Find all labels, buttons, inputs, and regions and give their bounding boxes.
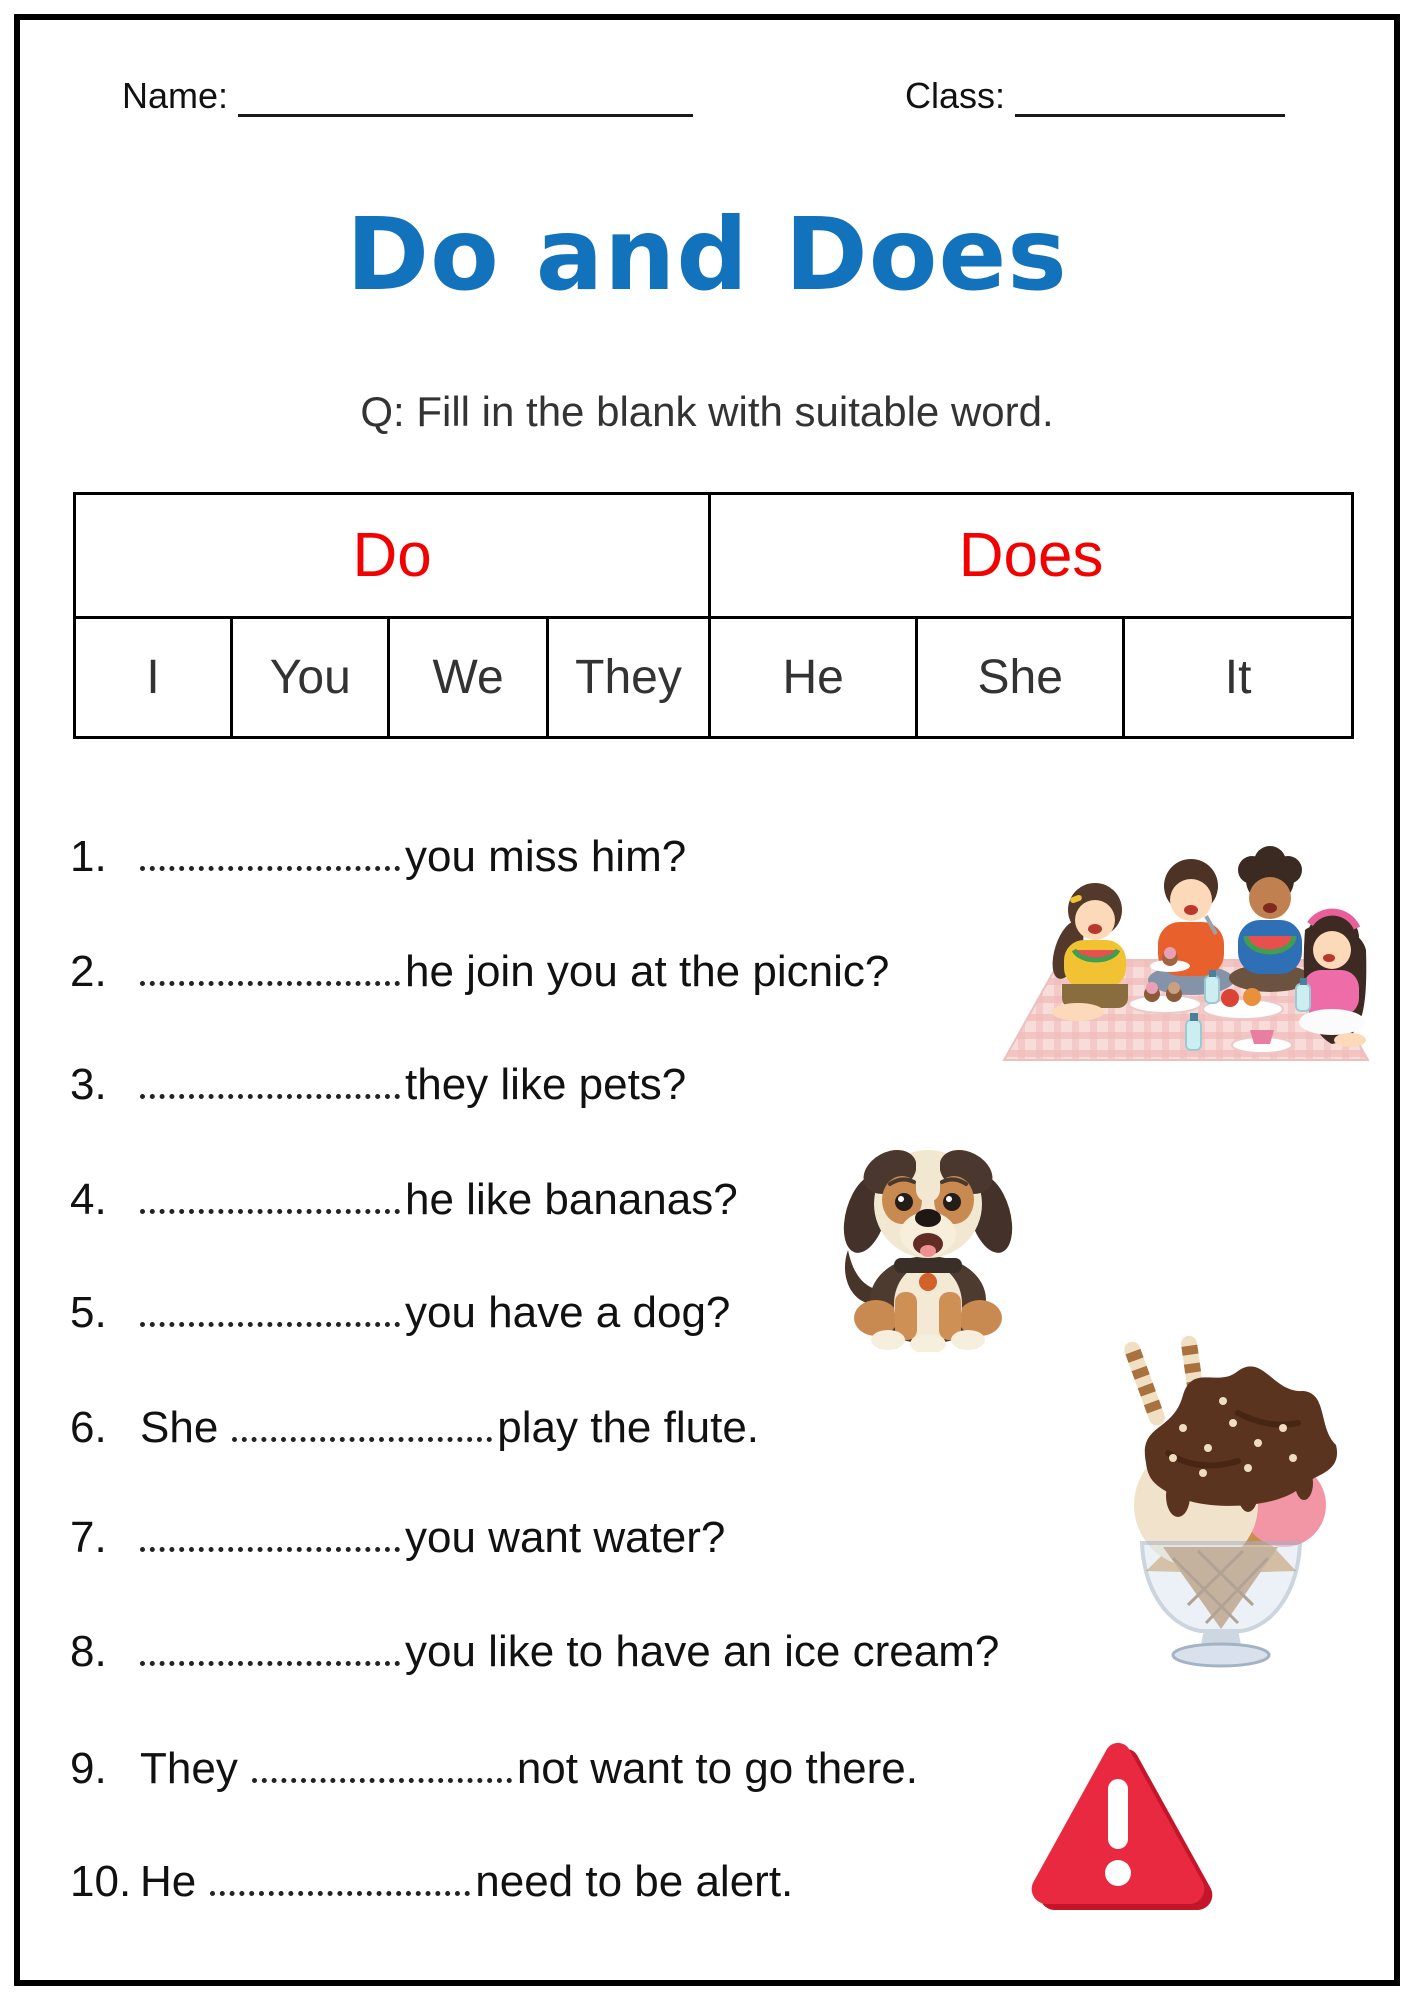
question-number: 3. (70, 1060, 107, 1109)
question-number: 2. (70, 947, 107, 996)
question-number: 6. (70, 1403, 107, 1452)
class-input-line[interactable] (1015, 72, 1285, 117)
pronoun-cell-i: I (75, 618, 232, 738)
pronoun-cell-they: They (547, 618, 709, 738)
wafer-stick (1122, 1340, 1167, 1428)
instruction-text: Q: Fill in the blank with suitable word. (360, 388, 1054, 435)
answer-blank[interactable] (232, 1427, 492, 1442)
answer-blank[interactable] (140, 1651, 400, 1666)
question-row-8 (70, 1627, 999, 1677)
question-prefix: They (140, 1744, 238, 1793)
answer-blank[interactable] (252, 1768, 512, 1783)
name-label: Name: (122, 75, 229, 116)
do-does-table (73, 492, 1354, 739)
answer-blank[interactable] (140, 971, 400, 986)
kid-blue-shirt (1229, 846, 1311, 992)
question-text: you have a dog? (405, 1288, 731, 1337)
question-number: 8. (70, 1627, 107, 1676)
answer-blank[interactable] (140, 1199, 400, 1214)
question-number: 9. (70, 1744, 107, 1793)
answer-blank[interactable] (140, 1084, 400, 1099)
question-row-1 (70, 832, 686, 882)
question-number: 4. (70, 1175, 107, 1224)
name-field (122, 72, 693, 117)
warning-triangle-icon (1012, 1723, 1224, 1915)
pronoun-cell-it: It (1124, 618, 1353, 738)
kid-pink-top (1299, 912, 1366, 1047)
question-row-2 (70, 947, 889, 997)
question-row-6 (70, 1403, 759, 1453)
pronoun-cell-he: He (710, 618, 917, 738)
kid-orange-shirt (1148, 859, 1234, 995)
question-text: you want water? (405, 1513, 726, 1562)
question-row-4 (70, 1175, 738, 1225)
question-number: 1. (70, 832, 107, 881)
question-number: 5. (70, 1288, 107, 1337)
question-text: need to be alert. (475, 1857, 794, 1906)
question-text: they like pets? (405, 1060, 687, 1109)
puppy-illustration (838, 1112, 1018, 1352)
class-field (905, 72, 1285, 117)
question-prefix: She (140, 1403, 219, 1452)
answer-blank[interactable] (140, 1537, 400, 1552)
pronoun-cell-you: You (232, 618, 389, 738)
question-number: 10. (70, 1857, 132, 1906)
does-header-cell: Does (710, 494, 1353, 618)
page-title: Do and Does (346, 196, 1068, 313)
question-row-5 (70, 1288, 730, 1338)
question-row-3 (70, 1060, 686, 1110)
question-row-10 (70, 1857, 793, 1907)
question-text: not want to go there. (516, 1744, 918, 1793)
answer-blank[interactable] (140, 1312, 400, 1327)
question-text: he join you at the picnic? (405, 947, 890, 996)
question-text: he like bananas? (405, 1175, 738, 1224)
question-row-7 (70, 1513, 725, 1563)
question-text: play the flute. (497, 1403, 760, 1452)
name-input-line[interactable] (238, 72, 693, 117)
question-text: you like to have an ice cream? (405, 1627, 1000, 1676)
answer-blank[interactable] (140, 856, 400, 871)
pronoun-cell-she: She (917, 618, 1124, 738)
picnic-kids-illustration (1000, 798, 1370, 1073)
question-text: you miss him? (405, 832, 687, 881)
question-row-9 (70, 1744, 918, 1794)
answer-blank[interactable] (210, 1881, 470, 1896)
question-number: 7. (70, 1513, 107, 1562)
exclamation-bar (1108, 1779, 1128, 1849)
do-header-cell: Do (75, 494, 710, 618)
class-label: Class: (905, 75, 1006, 116)
pronoun-cell-we: We (389, 618, 547, 738)
question-prefix: He (140, 1857, 197, 1906)
ice-cream-illustration (1088, 1333, 1353, 1673)
exclamation-dot (1105, 1860, 1131, 1886)
